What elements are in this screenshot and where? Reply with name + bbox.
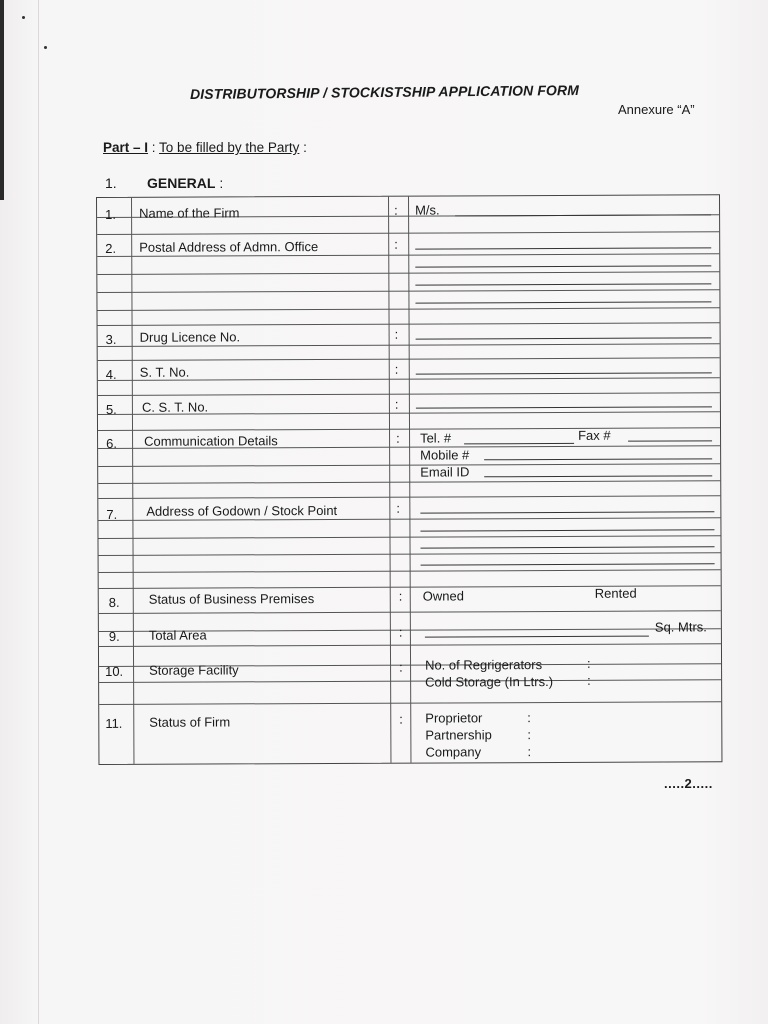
row-colon: : — [398, 624, 403, 640]
godown-address-line-4[interactable] — [421, 563, 715, 565]
godown-address-line-1[interactable] — [420, 511, 714, 513]
row-number: 7. — [106, 506, 118, 522]
mobile-field[interactable] — [484, 458, 712, 460]
cold-storage-colon: : — [587, 672, 591, 688]
godown-address-label: Address of Godown / Stock Point — [146, 502, 338, 519]
postal-address-line-4[interactable] — [415, 301, 711, 303]
godown-address-line-2[interactable] — [420, 529, 714, 531]
st-number-field[interactable] — [416, 372, 712, 374]
row-colon: : — [396, 430, 400, 446]
godown-address-line-3[interactable] — [421, 546, 715, 548]
column-divider — [131, 198, 134, 764]
row-number: 9. — [108, 628, 120, 644]
row-number: 1. — [105, 206, 116, 222]
proprietor-colon: : — [527, 710, 531, 726]
storage-facility-label: Storage Facility — [149, 662, 239, 678]
part-separator: : — [148, 140, 160, 155]
postal-address-line-3[interactable] — [415, 283, 711, 285]
column-divider — [388, 197, 391, 763]
cst-number-field[interactable] — [416, 406, 712, 408]
refrigerators-colon: : — [587, 655, 591, 671]
partnership-colon: : — [527, 727, 532, 743]
firm-status-label: Status of Firm — [149, 714, 231, 730]
row-number: 8. — [108, 594, 120, 610]
firm-name-prefix: M/s. — [415, 202, 440, 218]
postal-address-label: Postal Address of Admn. Office — [139, 239, 319, 255]
section-heading — [105, 175, 223, 191]
communication-details-label: Communication Details — [144, 433, 278, 449]
cst-number-label: C. S. T. No. — [141, 399, 209, 415]
row-colon: : — [394, 236, 398, 252]
page-number-marker: .....2..... — [664, 776, 713, 791]
row-colon: : — [399, 659, 403, 675]
fax-label: Fax # — [578, 427, 611, 443]
row-number: 6. — [106, 435, 117, 451]
scan-edge-shadow — [0, 0, 4, 200]
total-area-label: Total Area — [148, 627, 207, 643]
row-number: 2. — [105, 240, 117, 256]
proprietor-option[interactable]: Proprietor — [425, 710, 483, 726]
premises-status-label: Status of Business Premises — [148, 591, 315, 607]
part-trailing-colon: : — [299, 140, 307, 155]
area-unit: Sq. Mtrs. — [654, 619, 707, 635]
postal-address-line-1[interactable] — [415, 247, 711, 249]
postal-address-line-2[interactable] — [415, 265, 711, 267]
row-colon: : — [394, 202, 398, 218]
row-colon: : — [394, 361, 399, 377]
part-heading — [103, 140, 307, 155]
row-colon: : — [398, 588, 403, 604]
row-number: 3. — [105, 331, 117, 347]
total-area-field[interactable] — [425, 636, 649, 638]
drug-licence-label: Drug Licence No. — [139, 329, 241, 345]
drug-licence-field[interactable] — [416, 337, 712, 339]
fax-field[interactable] — [628, 440, 712, 441]
partnership-option[interactable]: Partnership — [425, 727, 492, 743]
email-field[interactable] — [484, 475, 712, 477]
section-name: GENERAL — [147, 175, 216, 191]
row-colon: : — [394, 396, 399, 412]
margin-line — [38, 0, 39, 1024]
email-label: Email ID — [420, 464, 470, 480]
cold-storage-label: Cold Storage (In Ltrs.) — [425, 674, 554, 690]
row-colon: : — [394, 326, 399, 342]
column-divider — [408, 197, 411, 763]
document-title: DISTRIBUTORSHIP / STOCKISTSHIP APPLICATION FORM — [189, 81, 580, 103]
st-number-label: S. T. No. — [139, 364, 190, 380]
row-colon: : — [399, 711, 403, 727]
scan-speck — [44, 46, 47, 49]
company-option[interactable]: Company — [425, 744, 482, 760]
section-number: 1. — [105, 175, 117, 191]
row-number: 5. — [105, 401, 117, 417]
company-colon: : — [527, 744, 532, 760]
part-label: Part – I — [103, 140, 149, 155]
section-colon: : — [215, 175, 224, 191]
firm-name-label: Name of the Firm — [139, 205, 240, 221]
row-number: 11. — [105, 715, 123, 731]
premises-owned-option[interactable]: Owned — [422, 588, 464, 604]
mobile-label: Mobile # — [420, 447, 470, 463]
row-colon: : — [396, 500, 401, 516]
tel-field[interactable] — [464, 443, 574, 444]
annexure-label: Annexure “A” — [618, 102, 695, 117]
row-number: 4. — [105, 366, 117, 382]
part-description: To be filled by the Party — [159, 140, 300, 155]
firm-name-field[interactable] — [455, 214, 711, 216]
premises-rented-option[interactable]: Rented — [594, 585, 637, 601]
refrigerators-label: No. of Regrigerators — [425, 657, 543, 673]
row-number: 10. — [105, 663, 124, 679]
scan-speck — [22, 16, 25, 19]
general-details-table — [96, 194, 722, 765]
tel-label: Tel. # — [420, 430, 452, 446]
